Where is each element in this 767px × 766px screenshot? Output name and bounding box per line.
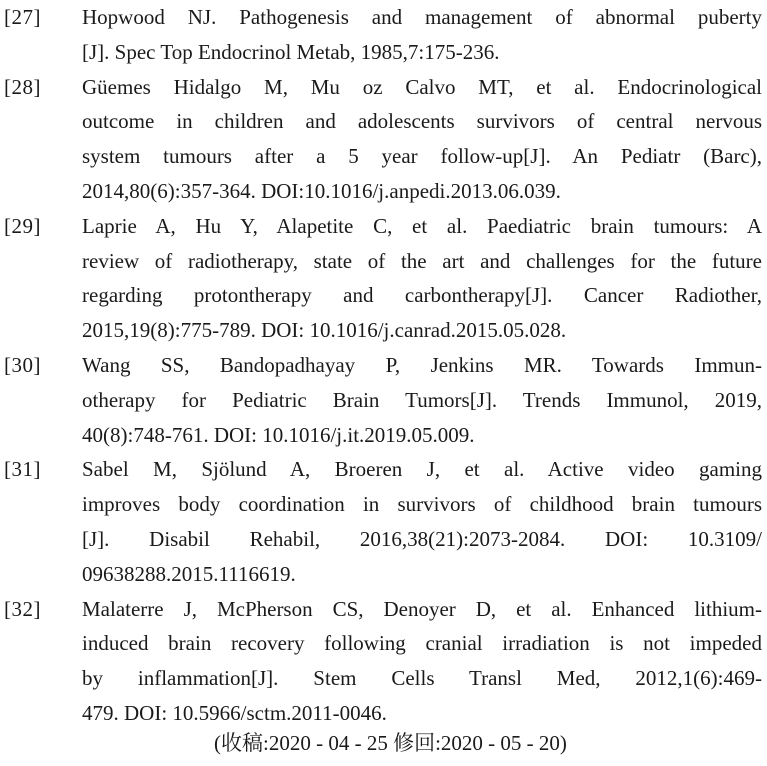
- reference-text-line: 09638288.2015.1116619.: [82, 561, 296, 586]
- reference-number: [30]: [4, 353, 41, 377]
- reference-text-line: 479. DOI: 10.5966/sctm.2011-0046.: [82, 700, 387, 725]
- reference-text-line: 40(8):748-761. DOI: 10.1016/j.it.2019.05.009.: [82, 422, 475, 447]
- reference-text-line: otherapy for Pediatric Brain Tumors[J]. Trends Immunol, 2019,: [82, 387, 762, 412]
- reference-text-line: Hopwood NJ. Pathogenesis and management of abnormal puberty: [82, 5, 762, 29]
- reference-text-line: 2015,19(8):775-789. DOI: 10.1016/j.canrad.2015.05.028.: [82, 318, 567, 343]
- reference-text-line: [J]. Spec Top Endocrinol Metab, 1985,7:175-236.: [82, 39, 500, 64]
- reference-text-line: review of radiotherapy, state of the art and challenges for the future: [82, 248, 762, 273]
- reference-text-line: Güemes Hidalgo M, Mu oz Calvo MT, et al. Endocrinological: [82, 74, 762, 99]
- reference-text-line: Sabel M, Sjölund A, Broeren J, et al. Active video gaming: [82, 457, 762, 482]
- reference-number: [27]: [4, 5, 41, 29]
- reference-text-line: regarding protontherapy and carbontherapy[J]. Cancer Radiother,: [82, 283, 762, 308]
- reference-text-line: improves body coordination in survivors of childhood brain tumours: [82, 492, 762, 517]
- reference-text-line: system tumours after a 5 year follow-up[J]. An Pediatr (Barc),: [82, 144, 762, 169]
- reference-text-line: by inflammation[J]. Stem Cells Transl Med, 2012,1(6):469-: [82, 666, 762, 691]
- reference-number: [29]: [4, 213, 41, 238]
- reference-text-line: outcome in children and adolescents survivors of central nervous: [82, 109, 762, 134]
- reference-text-line: Malaterre J, McPherson CS, Denoyer D, et al. Enhanced lithium-: [82, 596, 762, 621]
- reference-text-line: [J]. Disabil Rehabil, 2016,38(21):2073-2084. DOI: 10.3109/: [82, 526, 762, 551]
- received-revised-dates: (收稿:2020 - 04 - 25 修回:2020 - 05 - 20): [214, 731, 567, 755]
- reference-number: [28]: [4, 74, 41, 99]
- reference-text-line: 2014,80(6):357-364. DOI:10.1016/j.anpedi.2013.06.039.: [82, 178, 561, 203]
- reference-text-line: induced brain recovery following cranial irradiation is not impeded: [82, 631, 762, 656]
- reference-text-line: Laprie A, Hu Y, Alapetite C, et al. Paediatric brain tumours: A: [82, 213, 762, 238]
- reference-number: [31]: [4, 457, 41, 482]
- reference-text-line: Wang SS, Bandopadhayay P, Jenkins MR. Towards Immun-: [82, 353, 762, 377]
- reference-number: [32]: [4, 596, 41, 621]
